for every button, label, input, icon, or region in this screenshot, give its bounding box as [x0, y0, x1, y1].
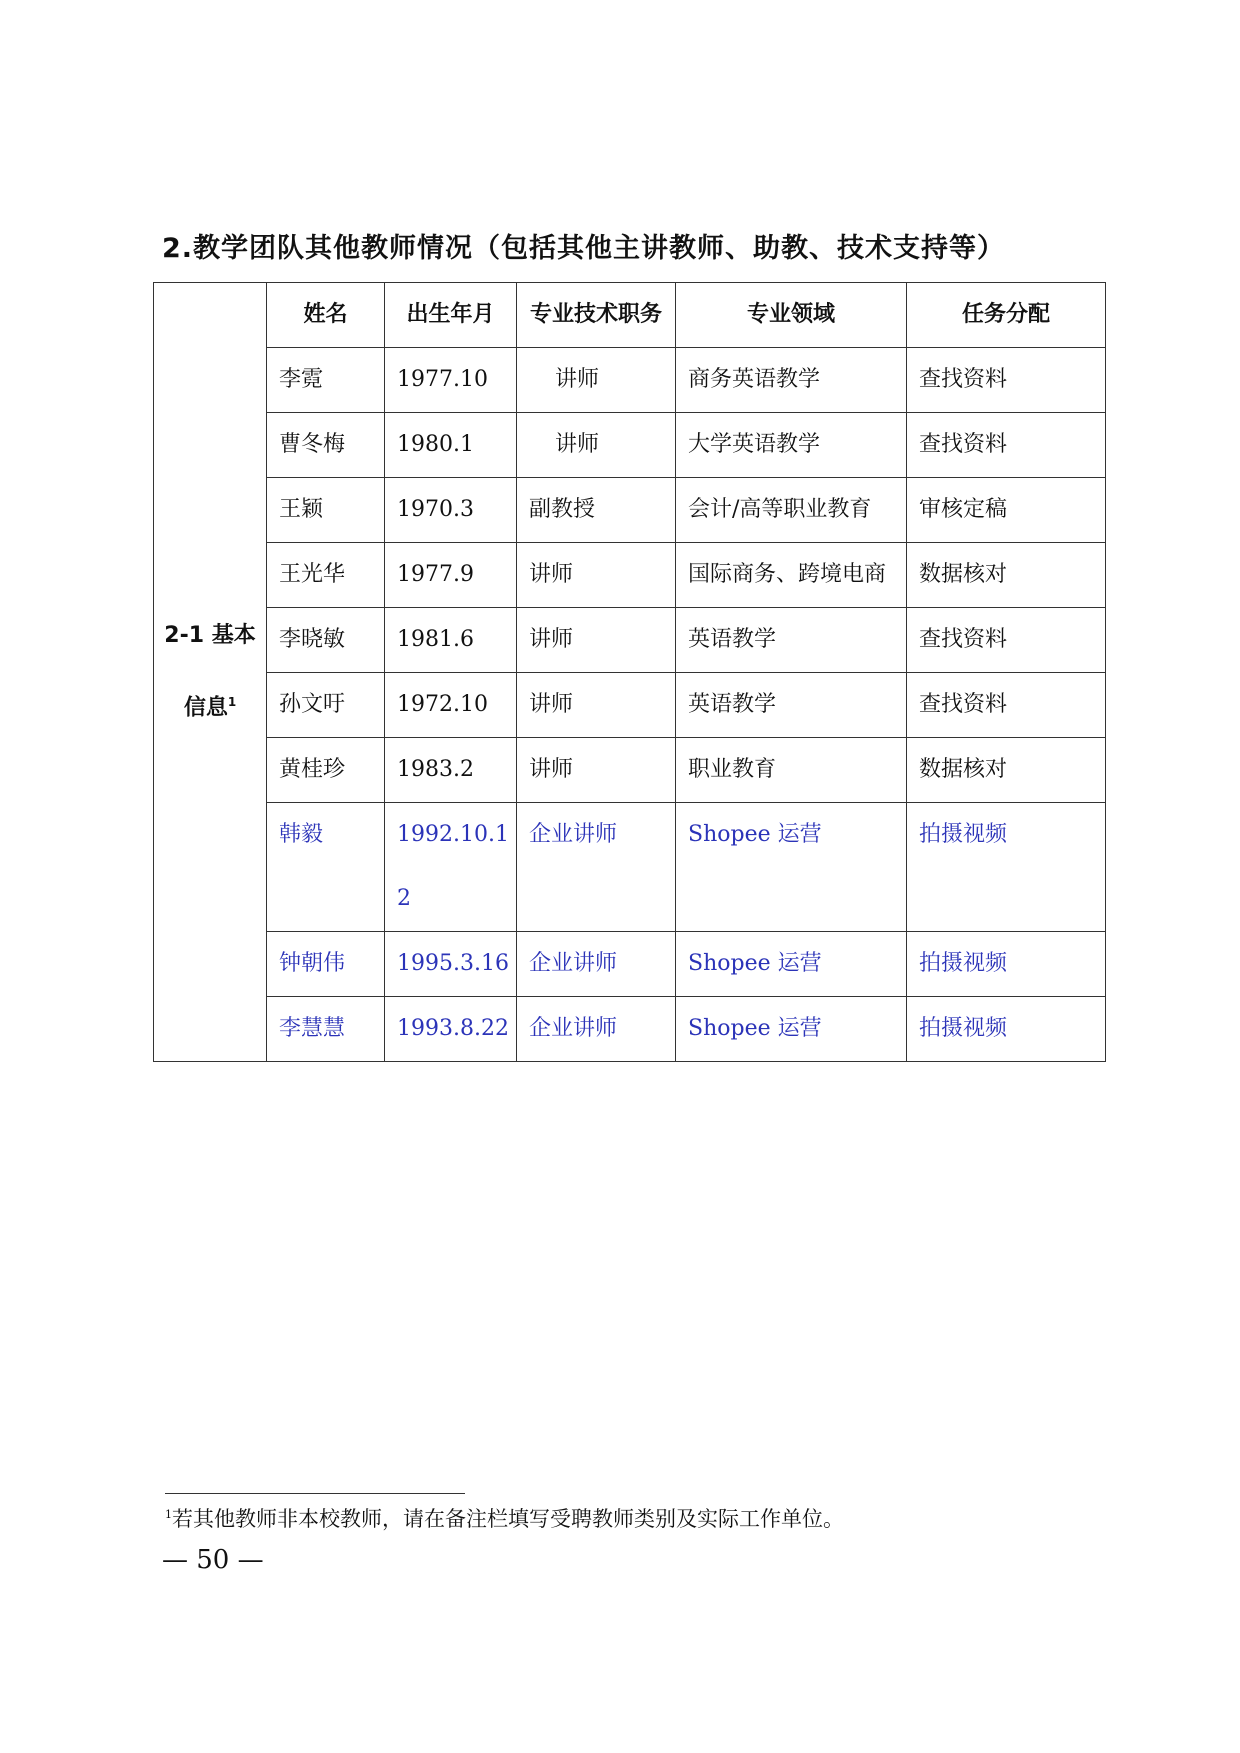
cell-title: 讲师: [517, 608, 676, 673]
table-row: [154, 738, 1106, 803]
cell-birth: 1993.8.22: [385, 997, 517, 1062]
page-number: — 50 —: [162, 1545, 264, 1575]
cell-title: 企业讲师: [517, 997, 676, 1062]
cell-name: 李晓敏: [267, 608, 385, 673]
cell-birth: 1972.10: [385, 673, 517, 738]
cell-name: 曹冬梅: [267, 413, 385, 478]
header-field: 专业领域: [676, 283, 907, 348]
cell-task: 查找资料: [907, 608, 1106, 673]
cell-name: 李慧慧: [267, 997, 385, 1062]
footnote-marker: 1: [227, 694, 237, 709]
header-title: 专业技术职务: [517, 283, 676, 348]
cell-field: 职业教育: [676, 738, 907, 803]
row-group-label-text: 2-1 基本信息: [164, 622, 256, 721]
cell-task: 数据核对: [907, 543, 1106, 608]
header-birth: 出生年月: [385, 283, 517, 348]
cell-name: 钟朝伟: [267, 932, 385, 997]
cell-field: 大学英语教学: [676, 413, 907, 478]
cell-field: 国际商务、跨境电商: [676, 543, 907, 608]
cell-title: 企业讲师: [517, 803, 676, 932]
cell-name: 黄桂珍: [267, 738, 385, 803]
cell-title: 讲师: [517, 673, 676, 738]
cell-birth: 1980.1: [385, 413, 517, 478]
table-row: [154, 932, 1106, 997]
table-row: [154, 413, 1106, 478]
cell-task: 数据核对: [907, 738, 1106, 803]
cell-field: Shopee 运营: [676, 932, 907, 997]
cell-field: Shopee 运营: [676, 803, 907, 932]
teacher-info-table: [153, 282, 1106, 1062]
cell-name: 王光华: [267, 543, 385, 608]
row-group-label: [154, 283, 267, 1062]
cell-field: 英语教学: [676, 608, 907, 673]
cell-title: 讲师: [517, 543, 676, 608]
table-row: [154, 543, 1106, 608]
footnote-marker: 1: [165, 1508, 172, 1521]
cell-title: 企业讲师: [517, 932, 676, 997]
cell-title: 讲师: [517, 413, 676, 478]
cell-name: 王颖: [267, 478, 385, 543]
footnote-divider: [165, 1493, 465, 1494]
footnote-text: 若其他教师非本校教师，请在备注栏填写受聘教师类别及实际工作单位。: [172, 1507, 844, 1531]
cell-task: 审核定稿: [907, 478, 1106, 543]
cell-title: 副教授: [517, 478, 676, 543]
cell-birth: 1977.9: [385, 543, 517, 608]
table-row: [154, 803, 1106, 932]
cell-birth: 1977.10: [385, 348, 517, 413]
section-title: 2.教学团队其他教师情况（包括其他主讲教师、助教、技术支持等）: [162, 233, 1006, 264]
cell-birth: 1992.10.12: [385, 803, 517, 932]
cell-field: 商务英语教学: [676, 348, 907, 413]
header-task: 任务分配: [907, 283, 1106, 348]
cell-task: 查找资料: [907, 413, 1106, 478]
table-row: [154, 478, 1106, 543]
cell-field: Shopee 运营: [676, 997, 907, 1062]
cell-birth: 1970.3: [385, 478, 517, 543]
cell-task: 查找资料: [907, 673, 1106, 738]
cell-birth: 1983.2: [385, 738, 517, 803]
table-row: [154, 997, 1106, 1062]
table-header-row: [154, 283, 1106, 348]
footnote: [165, 1503, 844, 1533]
cell-birth: 1981.6: [385, 608, 517, 673]
cell-title: 讲师: [517, 348, 676, 413]
table-row: [154, 348, 1106, 413]
header-name: 姓名: [267, 283, 385, 348]
cell-task: 拍摄视频: [907, 803, 1106, 932]
table-row: [154, 673, 1106, 738]
table-row: [154, 608, 1106, 673]
cell-name: 李霓: [267, 348, 385, 413]
cell-field: 英语教学: [676, 673, 907, 738]
cell-task: 查找资料: [907, 348, 1106, 413]
cell-name: 韩毅: [267, 803, 385, 932]
cell-field: 会计/高等职业教育: [676, 478, 907, 543]
cell-title: 讲师: [517, 738, 676, 803]
cell-task: 拍摄视频: [907, 932, 1106, 997]
cell-birth: 1995.3.16: [385, 932, 517, 997]
cell-task: 拍摄视频: [907, 997, 1106, 1062]
cell-name: 孙文吁: [267, 673, 385, 738]
